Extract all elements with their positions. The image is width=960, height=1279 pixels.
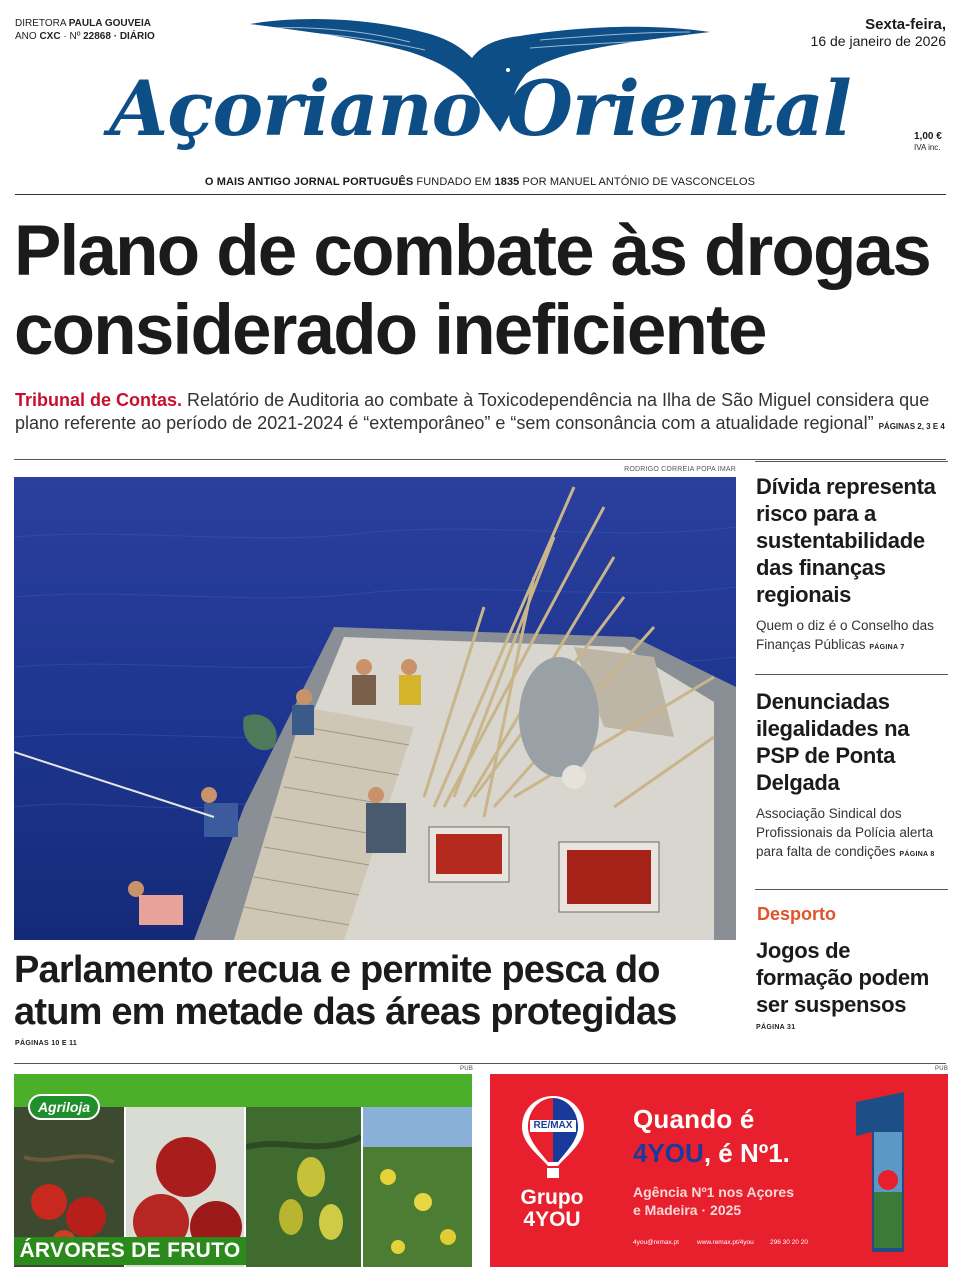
divider [15,194,946,195]
remax-agency-line1: Agência Nº1 nos Açores [633,1184,794,1200]
lead-kicker: Tribunal de Contas. [15,390,183,410]
sidebar-story-sport[interactable] [756,937,948,1031]
sidebar-story-psp[interactable] [756,688,948,864]
lead-headline[interactable] [14,212,954,370]
year-value: CXC [39,31,61,42]
lead-headline-line2: considerado ineficiente [14,291,766,370]
divider [14,1063,946,1064]
year-label: ANO [15,31,37,42]
number-one-graphic [846,1092,934,1258]
remax-line2-blue: 4YOU [633,1138,704,1168]
issue-prefix: · Nº [63,31,81,42]
lead-dek-text: Relatório de Auditoria ao combate à Toxicodependência na Ilha de São Miguel considera que plano referente ao período de 2021-2024 é “extemporâneo” e “sem consonância com a atualidade regional” [15,390,930,433]
remax-ad[interactable] [490,1074,948,1267]
divider [14,459,946,460]
agriloja-ad[interactable] [14,1074,472,1267]
sidebar-story-headline: Dívida representa risco para a sustentabilidade das finanças regionais [756,474,936,607]
sidebar-story-page: PÁGINA 7 [869,644,905,651]
remax-group: Grupo 4YOU [520,1186,584,1231]
day-label: Sexta-feira, [865,16,946,33]
remax-web[interactable]: www.remax.pt/4you [697,1239,754,1246]
photo-illustration [14,477,736,940]
masthead-date [811,16,946,50]
issue-number: 22868 [83,31,111,42]
masthead-logo[interactable] [50,14,910,174]
photo-headline-line2: atum em metade das áreas protegidas [14,991,677,1033]
sidebar-story-headline: Denunciadas ilegalidades na PSP de Ponta Delgada [756,689,910,795]
tagline-part1: O MAIS ANTIGO JORNAL PORTUGUÊS [204,176,414,188]
photo-story-headline[interactable] [14,949,744,1033]
fishing-boat-photo[interactable] [14,477,736,940]
remax-logo: RE/MAX [533,1120,573,1131]
pear-tree-image [246,1107,361,1267]
remax-agency-line2: e Madeira · 2025 [633,1202,742,1218]
sidebar-story-page: PÁGINA 8 [899,851,935,858]
director-label: DIRETORA [15,18,66,29]
tagline-part3: 1835 [494,176,520,188]
remax-line1: Quando é [633,1104,755,1134]
section-label-desporto[interactable]: Desporto [757,904,837,924]
logo-text: Açoriano Oriental [109,64,851,153]
date-label: 16 de janeiro de 2026 [810,33,946,49]
lead-headline-line1: Plano de combate às drogas [14,212,930,291]
tagline [0,176,960,188]
divider [755,674,948,675]
price-box [914,131,948,153]
sidebar-story-dek: Associação Sindical dos Profissionais da Polícia alerta para falta de condições [756,806,934,859]
lemon-tree-image [363,1107,472,1267]
remax-phone: 296 30 20 20 [770,1239,808,1246]
photo-headline-line1: Parlamento recua e permite pesca do [14,949,660,991]
frequency: · DIÁRIO [113,31,155,42]
lead-dek [15,389,950,438]
agriloja-label: ÁRVORES DE FRUTO [14,1237,246,1265]
divider [755,889,948,890]
photo-story-pages: PÁGINAS 10 E 11 [15,1040,78,1047]
tagline-part2: FUNDADO EM [413,176,495,188]
remax-line2 [633,1138,790,1169]
divider [755,461,948,462]
sidebar-story-headline: Jogos de formação podem ser suspensos [756,938,930,1017]
director-name: PAULA GOUVEIA [68,18,151,29]
sidebar-story-page: PÁGINA 31 [756,1024,796,1031]
remax-line2-rest: , é Nº1. [703,1138,790,1168]
agriloja-logo: Agriloja [28,1094,100,1120]
tagline-part4: POR MANUEL ANTÓNIO DE VASCONCELOS [519,176,756,188]
lead-pages: PÁGINAS 2, 3 E 4 [878,422,945,431]
price-value: 1,00 € [914,131,942,142]
pub-label: PUB [460,1066,474,1072]
sidebar-story-debt[interactable] [756,473,948,657]
photo-credit: RODRIGO CORREIA POPA IMAR [624,466,736,473]
sidebar-story-dek: Quem o diz é o Conselho das Finanças Públicas [756,618,934,652]
remax-email[interactable]: 4you@remax.pt [633,1239,679,1246]
price-note: IVA inc. [914,143,941,152]
pub-label: PUB [935,1066,949,1072]
balloon-icon [520,1094,586,1182]
